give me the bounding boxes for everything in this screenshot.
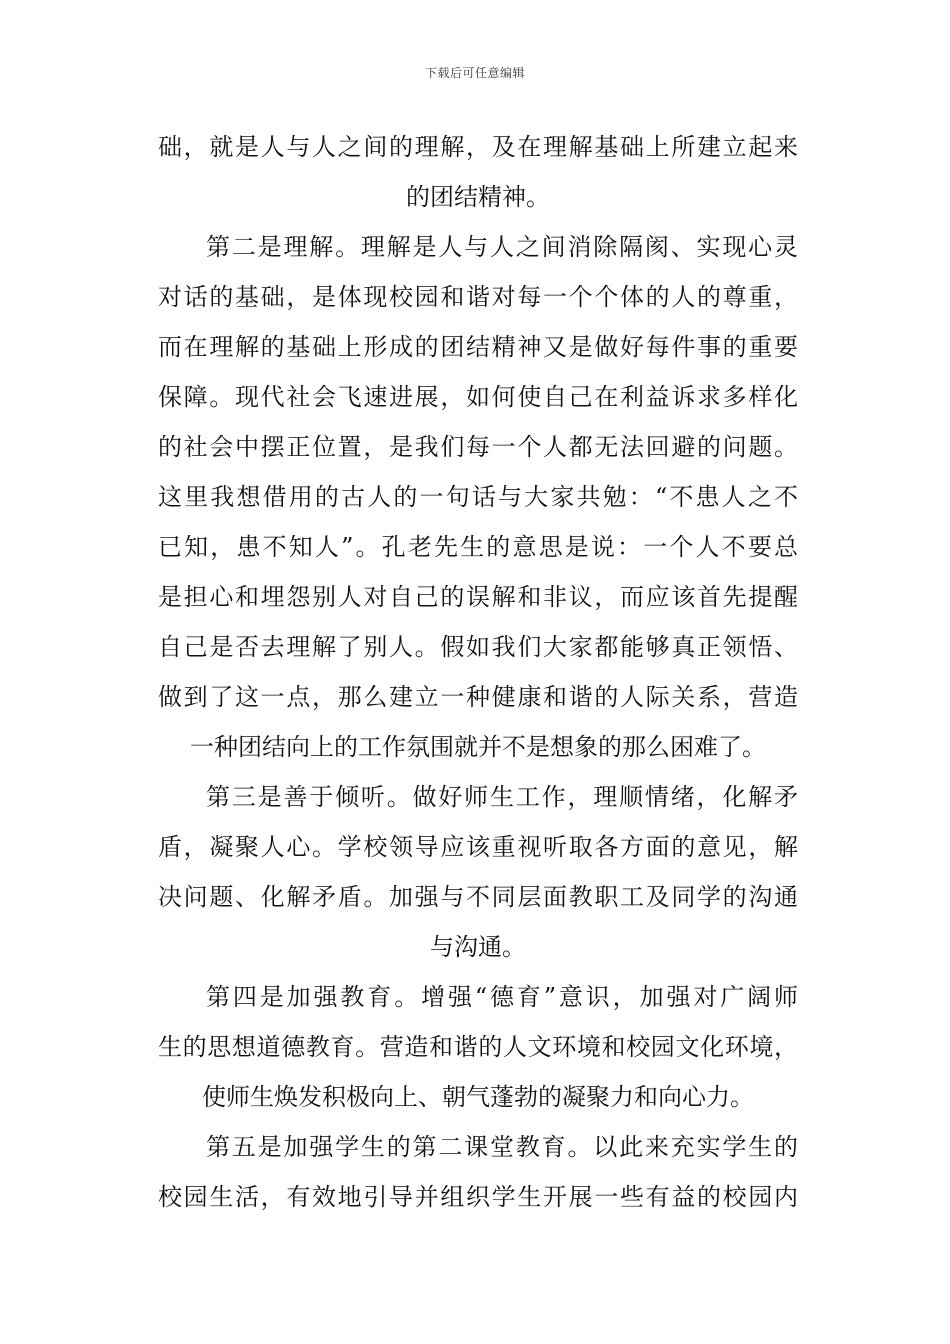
text-line: 的社会中摆正位置，是我们每一个人都无法回避的问题。: [158, 433, 798, 461]
text-line: 已知，患不知人”。孔老先生的意思是说：一个人不要总: [158, 533, 798, 561]
page-header: 下载后可任意编辑: [424, 66, 525, 80]
text-line: 础，就是人与人之间的理解，及在理解基础上所建立起来: [158, 133, 798, 161]
text-line: 做到了这一点，那么建立一种健康和谐的人际关系，营造: [158, 683, 798, 711]
text-line: 一种团结向上的工作氛围就并不是想象的那么困难了。: [190, 733, 766, 761]
text-line: 使师生焕发积极向上、朝气蓬勃的凝聚力和向心力。: [202, 1083, 754, 1111]
text-line: 而在理解的基础上形成的团结精神又是做好每件事的重要: [158, 333, 798, 361]
text-line: 是担心和埋怨别人对自己的误解和非议，而应该首先提醒: [158, 583, 798, 611]
text-line: 这里我想借用的古人的一句话与大家共勉：“不患人之不: [158, 483, 798, 511]
text-line: 生的思想道德教育。营造和谐的人文环境和校园文化环境，: [158, 1033, 798, 1061]
text-line: 自己是否去理解了别人。假如我们大家都能够真正领悟、: [158, 633, 798, 661]
text-line: 与沟通。: [430, 933, 526, 961]
text-line: 对话的基础，是体现校园和谐对每一个个体的人的尊重，: [158, 283, 798, 311]
paragraph-start-line: 第四是加强教育。增强“德育”意识，加强对广阔师: [206, 983, 798, 1011]
text-line: 决问题、化解矛盾。加强与不同层面教职工及同学的沟通: [158, 883, 798, 911]
text-line: 的团结精神。: [406, 183, 550, 211]
text-line: 保障。现代社会飞速进展，如何使自己在利益诉求多样化: [158, 383, 798, 411]
body-text: [158, 122, 798, 1222]
paragraph-start-line: 第二是理解。理解是人与人之间消除隔阂、实现心灵: [206, 233, 798, 261]
paragraph-start-line: 第三是善于倾听。做好师生工作，理顺情绪，化解矛: [206, 783, 798, 811]
paragraph-start-line: 第五是加强学生的第二课堂教育。以此来充实学生的: [206, 1133, 798, 1161]
text-line: 校园生活，有效地引导并组织学生开展一些有益的校园内: [158, 1183, 798, 1211]
text-line: 盾，凝聚人心。学校领导应该重视听取各方面的意见，解: [158, 833, 798, 861]
